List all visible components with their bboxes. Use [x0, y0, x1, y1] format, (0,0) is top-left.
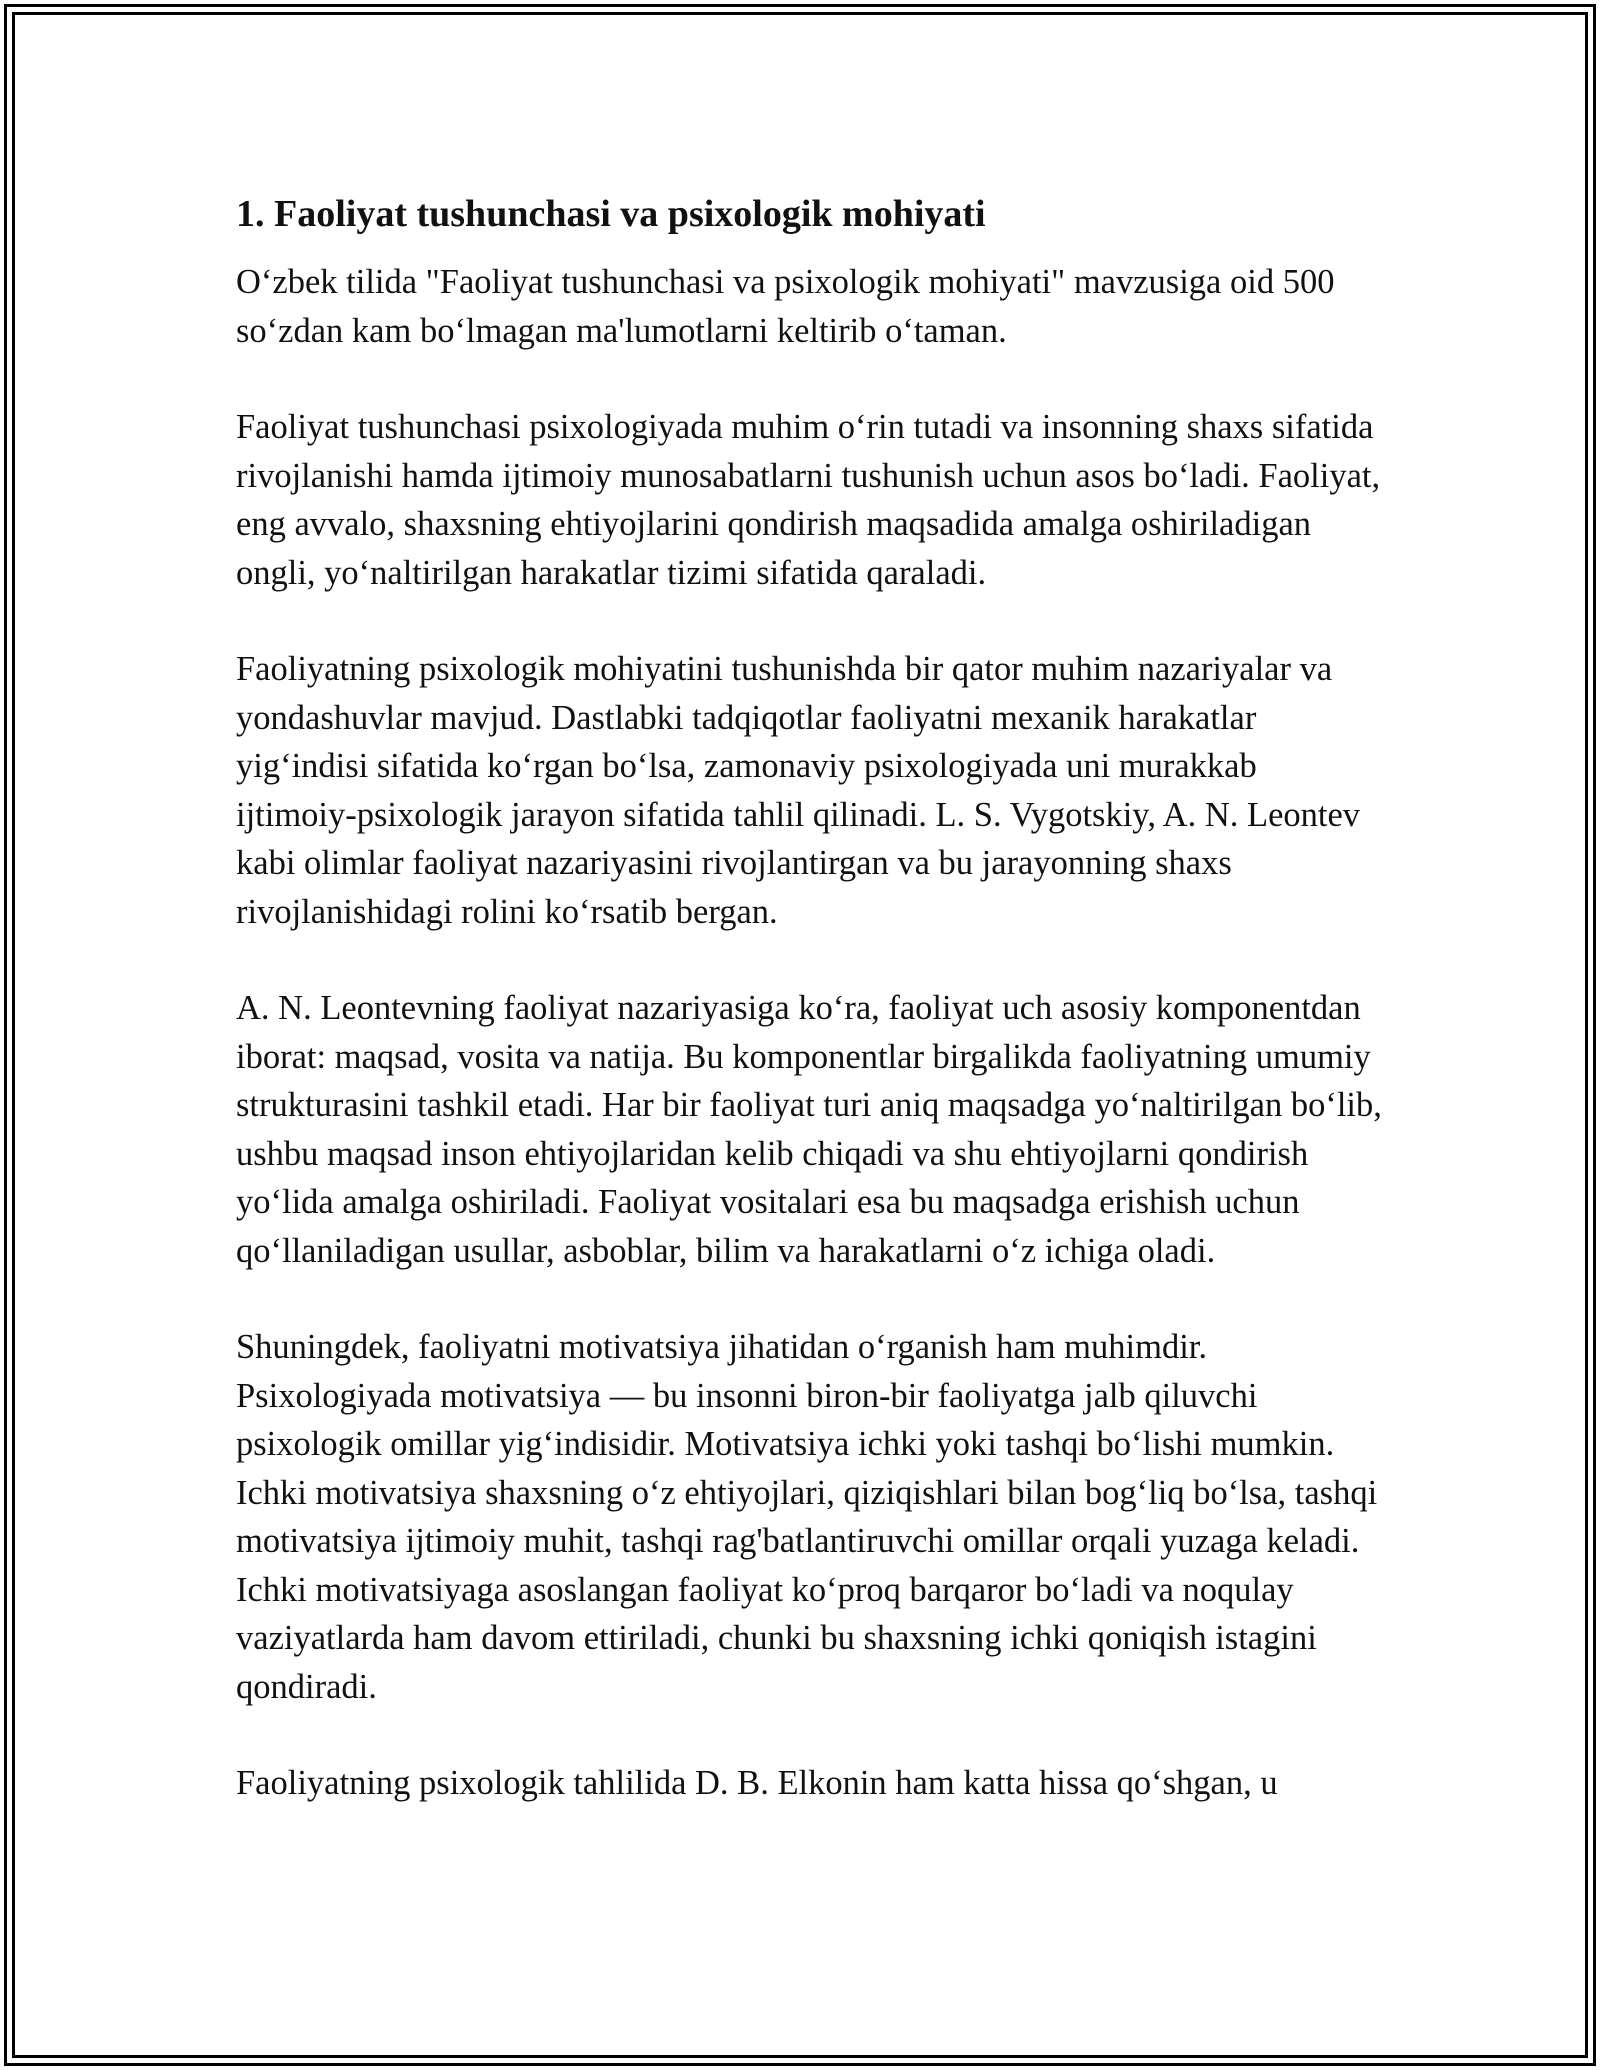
paragraph-theories: Faoliyatning psixologik mohiyatini tushunishda bir qator muhim nazariyalar va yondashuvlar mavjud. Dastlabki tadqiqotlar faoliyatni mexanik harakatlar yig‘indisi sifatida ko‘rgan bo‘lsa, zamonaviy psixologiyada uni murakkab ijtimoiy-psixologik jarayon sifatida tahlil qilinadi. L. S. Vygotskiy, A. N. Leontev kabi olimlar faoliyat nazariyasini rivojlantirgan va bu jarayonning shaxs rivojlanishidagi rolini ko‘rsatib bergan. [236, 650, 1361, 931]
paragraph-activity-concept: Faoliyat tushunchasi psixologiyada muhim o‘rin tutadi va insonning shaxs sifatida rivojlanishi hamda ijtimoiy munosabatlarni tushunish uchun asos bo‘ladi. Faoliyat, eng avvalo, shaxsning ehtiyojlarini qondirish maqsadida amalga oshiriladigan ongli, yo‘naltirilgan harakatlar tizimi sifatida qaraladi. [236, 408, 1381, 592]
section-title: 1. Faoliyat tushunchasi va psixologik mohiyati [236, 193, 986, 235]
document-body [236, 186, 1384, 1856]
paragraph-elkonin: Faoliyatning psixologik tahlilida D. B. Elkonin ham katta hissa qo‘shgan, u [236, 1764, 1278, 1802]
paragraph-leontev-components: A. N. Leontevning faoliyat nazariyasiga ko‘ra, faoliyat uch asosiy komponentdan iborat: maqsad, vosita va natija. Bu komponentlar birgalikda faoliyatning umumiy strukturasini tashkil etadi. Har bir faoliyat turi aniq maqsadga yo‘naltirilgan bo‘lib, ushbu maqsad inson ehtiyojlaridan kelib chiqadi va shu ehtiyojlarni qondirish yo‘lida amalga oshiriladi. Faoliyat vositalari esa bu maqsadga erishish uchun qo‘llaniladigan usullar, asboblar, bilim va harakatlarni o‘z ichiga oladi. [236, 989, 1382, 1270]
paragraph-intro: O‘zbek tilida "Faoliyat tushunchasi va psixologik mohiyati" mavzusiga oid 500 so‘zdan kam bo‘lmagan ma'lumotlarni keltirib o‘taman. [236, 263, 1335, 350]
paragraph-motivation: Shuningdek, faoliyatni motivatsiya jihatidan o‘rganish ham muhimdir. Psixologiyada motivatsiya — bu insonni biron-bir faoliyatga jalb qiluvchi psixologik omillar yig‘indisidir. Motivatsiya ichki yoki tashqi bo‘lishi mumkin. Ichki motivatsiya shaxsning o‘z ehtiyojlari, qiziqishlari bilan bog‘liq bo‘lsa, tashqi motivatsiya ijtimoiy muhit, tashqi rag'batlantiruvchi omillar orqali yuzaga keladi. Ichki motivatsiyaga asoslangan faoliyat ko‘proq barqaror bo‘ladi va noqulay vaziyatlarda ham davom ettiriladi, chunki bu shaxsning ichki qoniqish istagini qondiradi. [236, 1328, 1378, 1706]
